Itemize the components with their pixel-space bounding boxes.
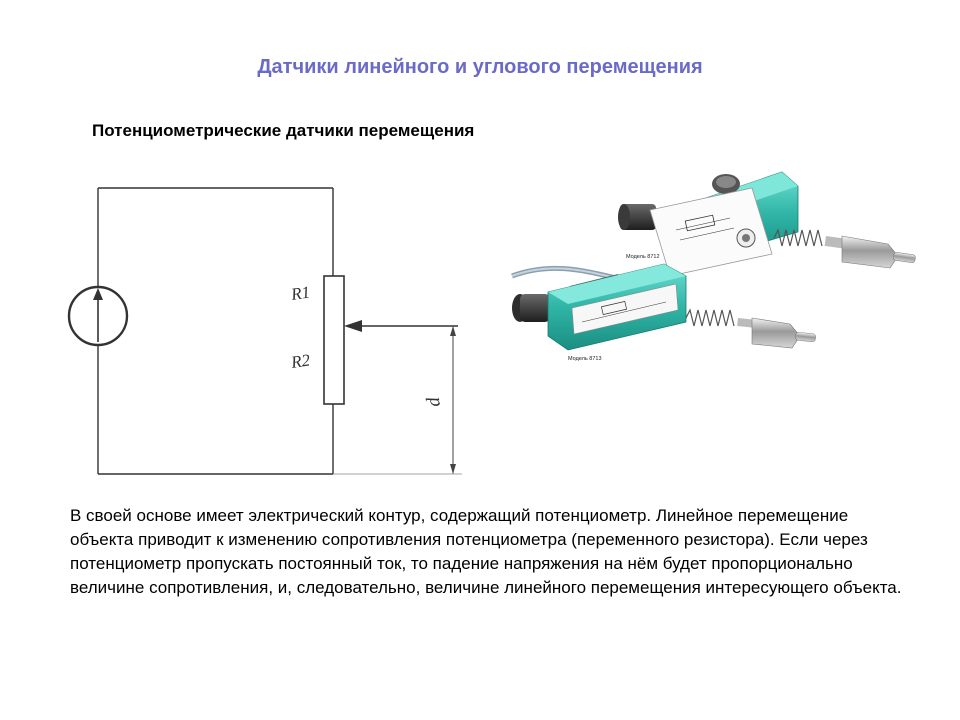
label-r2 — [289, 350, 312, 372]
sensor-model-8713 — [512, 264, 816, 362]
caption-model-8713: Модель 8713 — [568, 356, 602, 362]
sensor-model-8712 — [618, 172, 916, 276]
wiper-arrow-icon — [344, 320, 362, 332]
label-r1-text: R1 — [289, 282, 312, 304]
potentiometer-circuit-diagram — [60, 176, 480, 486]
label-r2-text: R2 — [289, 350, 312, 372]
caption-model-8712: Модель 8712 — [626, 254, 660, 260]
slide-title: Датчики линейного и углового перемещения — [257, 56, 703, 78]
label-r1 — [289, 283, 311, 305]
slide-subtitle: Потенциометрические датчики перемещения — [92, 121, 475, 140]
description-paragraph: В своей основе имеет электрический контур, содержащий потенциометр. Линейное перемещение объекта приводит к изменению сопротивления потенциометра (переменного резистора). Если через потенциометр пропускать постоянный ток, то падение напряжения на нём будет пропорционально величине сопротивления, и, следовательно, величине линейного перемещения интересующего объекта. — [70, 506, 902, 597]
resistor-potentiometer — [324, 276, 344, 404]
sensor-product-photo — [490, 158, 930, 388]
label-d-text: d — [422, 395, 445, 409]
label-d — [423, 395, 445, 408]
